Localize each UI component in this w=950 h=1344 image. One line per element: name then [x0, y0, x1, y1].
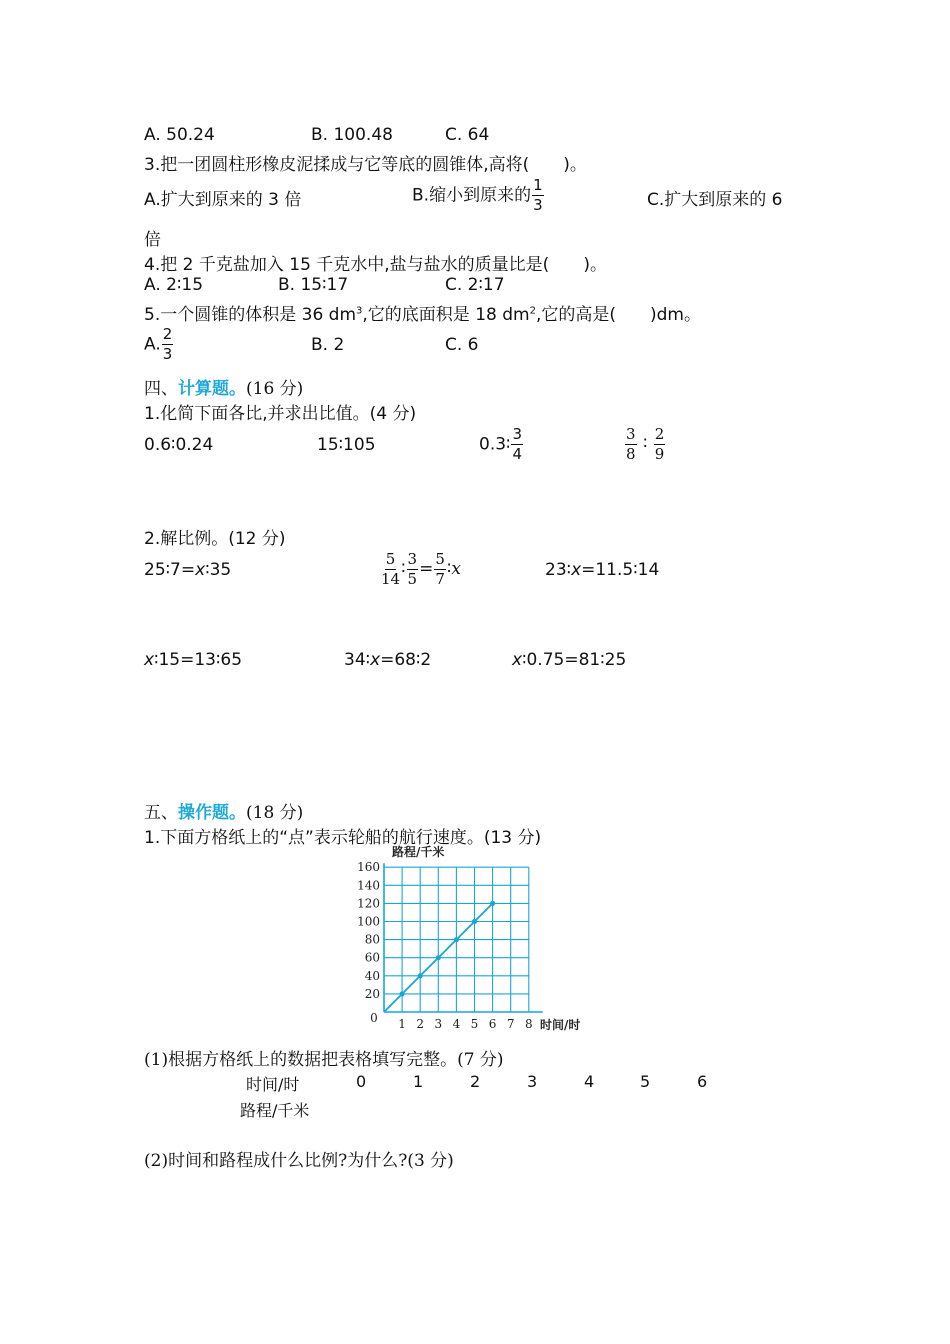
- ratio-expr-1: 0.6∶0.24: [144, 435, 214, 455]
- proportion-5: [344, 650, 431, 670]
- table-row2-label: 路程/千米: [240, 1101, 310, 1120]
- section4-heading: [144, 374, 303, 399]
- section-score: (18 分): [246, 803, 304, 823]
- x-tick-label: 2: [416, 1017, 425, 1031]
- denominator: 7: [435, 570, 445, 588]
- q2-option-c: C. 64: [445, 125, 490, 145]
- variable-x: x: [512, 650, 523, 670]
- denominator: 8: [626, 445, 636, 463]
- proportion-4: [144, 650, 242, 670]
- q4-option-c: C. 2∶17: [445, 275, 505, 295]
- fraction: [654, 427, 666, 462]
- section-title: 计算题。: [178, 379, 246, 399]
- data-point: [472, 919, 477, 924]
- data-point: [436, 955, 441, 960]
- y-tick-label: 80: [364, 932, 380, 947]
- expr-text: =68∶2: [380, 650, 432, 670]
- section5-p1-title: 1.下面方格纸上的“点”表示轮船的航行速度。(13 分): [144, 828, 542, 848]
- q3-option-c-wrap: 倍: [144, 230, 161, 250]
- q5-stem-part: ,它的底面积是 18 dm: [362, 305, 530, 325]
- section5-heading: [144, 798, 303, 823]
- data-point: [490, 901, 495, 906]
- section-score: (16 分): [246, 379, 304, 399]
- x-tick-label: 6: [488, 1017, 497, 1031]
- section4-p2-title: 2.解比例。(12 分): [144, 529, 286, 549]
- q4-option-b: B. 15∶17: [278, 275, 349, 295]
- expr-text: ∶35: [205, 560, 232, 580]
- table-row1-label: 时间/时: [246, 1075, 300, 1094]
- q3-stem: 3.把一团圆柱形橡皮泥揉成与它等底的圆锥体,高将( )。: [144, 155, 587, 175]
- q5-stem: [144, 300, 701, 325]
- q5-option-a: [144, 327, 174, 362]
- q4-stem: 4.把 2 千克盐加入 15 千克水中,盐与盐水的质量比是( )。: [144, 255, 607, 275]
- table-hour-cell: 5: [640, 1072, 651, 1091]
- q5-option-c: C. 6: [445, 335, 479, 355]
- y-tick-label: 60: [364, 950, 380, 965]
- x-tick-label: 7: [506, 1017, 515, 1031]
- q5-stem-part: ,它的高是( )dm。: [535, 305, 701, 325]
- q3-option-b: [412, 178, 545, 213]
- proportion-1: [144, 560, 231, 580]
- expr-text: ∶15=13∶65: [154, 650, 243, 670]
- fraction: [532, 178, 544, 213]
- x-axis-label: 时间/时: [540, 1018, 581, 1032]
- q4-option-a: A. 2∶15: [144, 275, 204, 295]
- x-tick-label: 1: [398, 1017, 406, 1031]
- q5-option-a-label: A.: [144, 334, 161, 355]
- x-tick-label: 5: [470, 1017, 479, 1031]
- denominator: 9: [654, 445, 665, 463]
- q3-option-a: A.扩大到原来的 3 倍: [144, 190, 302, 210]
- variable-x: x: [144, 650, 155, 670]
- ratio-expr-4: [624, 427, 666, 462]
- section4-p1-title: 1.化简下面各比,并求出比值。(4 分): [144, 404, 417, 424]
- expr-text: 0.3∶: [479, 434, 511, 455]
- numerator: 3: [512, 425, 523, 443]
- data-point: [418, 973, 423, 978]
- ratio-expr-3: [479, 427, 524, 462]
- expr-text: 34∶: [344, 650, 371, 670]
- table-hour-cell: 6: [697, 1072, 708, 1091]
- colon: ∶: [642, 434, 648, 454]
- y-tick-label: 140: [357, 878, 380, 893]
- superscript: 2: [529, 305, 536, 317]
- colon: ∶: [446, 559, 452, 579]
- table-hour-cell: 1: [413, 1072, 424, 1091]
- denominator: 5: [407, 570, 418, 588]
- q2-option-b: B. 100.48: [311, 125, 393, 145]
- expr-text: 25∶7=: [144, 560, 196, 580]
- expr-text: ∶0.75=81∶25: [522, 650, 627, 670]
- y-tick-label: 160: [357, 860, 380, 875]
- q5-stem-part: 5.一个圆锥的体积是 36 dm: [144, 305, 357, 325]
- data-point: [400, 991, 405, 996]
- section5-sub1: (1)根据方格纸上的数据把表格填写完整。(7 分): [144, 1050, 504, 1070]
- y-tick-label: 40: [364, 968, 380, 983]
- section-title: 操作题。: [178, 803, 246, 823]
- numerator: 2: [654, 425, 665, 443]
- distance-time-chart: [340, 842, 610, 1040]
- fraction: [511, 427, 523, 462]
- proportion-3: [545, 560, 659, 580]
- y-tick-label: 100: [357, 914, 380, 929]
- q5-option-b: B. 2: [311, 335, 345, 355]
- table-hour-cell: 2: [470, 1072, 481, 1091]
- section5-sub2: (2)时间和路程成什么比例?为什么?(3 分): [144, 1151, 454, 1171]
- x-tick-labels: [370, 1011, 532, 1031]
- superscript: 3: [356, 305, 363, 317]
- denominator: 3: [162, 345, 173, 363]
- x-tick-label: 8: [524, 1017, 533, 1031]
- numerator: 1: [533, 176, 543, 194]
- denominator: 14: [381, 570, 401, 588]
- variable-x: x: [370, 650, 381, 670]
- proportion-6: [512, 650, 626, 670]
- expr-text: 23∶: [545, 560, 572, 580]
- denominator: 3: [533, 196, 543, 214]
- numerator: 3: [626, 425, 636, 443]
- numerator: 3: [407, 550, 418, 568]
- ratio-expr-2: 15∶105: [317, 435, 376, 455]
- table-hour-cell: 4: [584, 1072, 595, 1091]
- table-hours-row: [0, 1072, 950, 1096]
- table-hour-cell: 0: [356, 1072, 367, 1091]
- fraction: [381, 552, 400, 587]
- x-tick-label: 3: [434, 1017, 443, 1031]
- variable-x: x: [451, 559, 461, 579]
- numerator: 2: [162, 325, 173, 343]
- table-hour-cell: 3: [527, 1072, 538, 1091]
- x-tick-label: 4: [452, 1017, 461, 1031]
- data-point: [454, 937, 459, 942]
- section-number: 四、: [144, 379, 178, 399]
- proportion-2: [380, 552, 461, 587]
- section-number: 五、: [144, 803, 178, 823]
- y-tick-label: 120: [357, 896, 380, 911]
- q3-option-b-text: B.缩小到原来的: [412, 185, 532, 206]
- fraction: [162, 327, 174, 362]
- equals: =: [419, 559, 434, 579]
- colon: ∶: [401, 559, 406, 579]
- x-tick-label: 0: [370, 1011, 378, 1025]
- numerator: 5: [385, 550, 396, 568]
- expr-text: =11.5∶14: [581, 560, 660, 580]
- chart-series: [384, 901, 495, 1012]
- q2-option-a: A. 50.24: [144, 125, 215, 145]
- fraction: [625, 427, 637, 462]
- fraction: [434, 552, 446, 587]
- numerator: 5: [435, 550, 445, 568]
- y-tick-labels: [357, 860, 380, 1001]
- denominator: 4: [512, 445, 523, 463]
- y-tick-label: 20: [364, 986, 380, 1001]
- y-axis-label: 路程/千米: [392, 845, 445, 859]
- fraction: [407, 552, 419, 587]
- variable-x: x: [195, 560, 206, 580]
- q3-option-c: C.扩大到原来的 6: [647, 190, 783, 210]
- variable-x: x: [571, 560, 582, 580]
